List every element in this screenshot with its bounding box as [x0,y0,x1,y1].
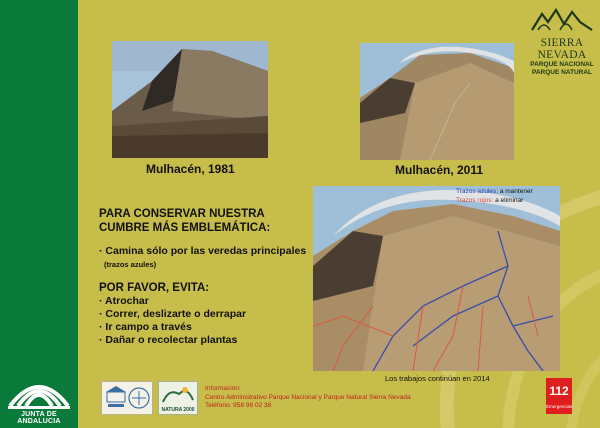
map-caption: Los trabajos continúan en 2014 [385,374,490,383]
brand-line4: PARQUE NATURAL [531,69,593,76]
advice-note: (trazos azules) [104,260,157,269]
info-phone: Teléfono: 958 98 02 38 [205,402,272,409]
avoid-item-4: · Dañar o recolectar plantas [99,334,238,346]
info-block [205,385,411,411]
avoid-item-2: · Correr, deslizarte o derrapar [99,308,247,320]
caption-1981: Mulhacén, 1981 [146,162,235,176]
avoid-item-3: · Ir campo a través [99,321,192,333]
advice-text: · Camina sólo por las veredas principales [99,245,307,257]
sierra-nevada-mountain-icon [530,6,594,32]
heading-line2: CUMBRE MÁS EMBLEMÁTICA: [99,222,271,234]
natura-2000-text: NATURA 2000 [161,407,195,413]
legend-red-value: a eliminar [495,197,524,204]
legend-blue-value: a mantener [499,188,533,195]
sidebar [0,0,78,428]
avoid-item-1: · Atrochar [99,295,149,307]
brand-line1: SIERRA [540,37,584,49]
brand-line2: NEVADA [537,49,587,61]
trail-map-photo [313,186,560,371]
legend-blue-label: Trazos azules: [456,188,499,195]
map-legend [456,187,533,205]
junta-andalucia-logo [6,370,72,410]
sidebar-decoration [0,0,78,428]
heading-line1: PARA CONSERVAR NUESTRA [99,208,265,220]
legend-red-label: Trazos rojos: [456,197,494,204]
sierra-nevada-brand [528,6,596,77]
junta-andalucia-text: JUNTA DE ANDALUCIA [17,411,61,425]
emergency-number: 112 [549,384,569,398]
emergency-label: Emergencias [546,404,573,409]
unesco-logo [101,381,153,415]
info-title: Información: [205,385,241,392]
brand-line3: PARQUE NACIONAL [530,61,594,68]
caption-2011: Mulhacén, 2011 [395,163,484,177]
photo-mulhacen-2011 [360,43,514,160]
info-line1: Centro Administrativo Parque Nacional y Parque Natural Sierra Nevada [205,393,411,401]
photo-mulhacen-1981 [112,41,268,158]
avoid-heading: POR FAVOR, EVITA: [99,282,210,294]
emergency-112-logo [546,378,572,414]
